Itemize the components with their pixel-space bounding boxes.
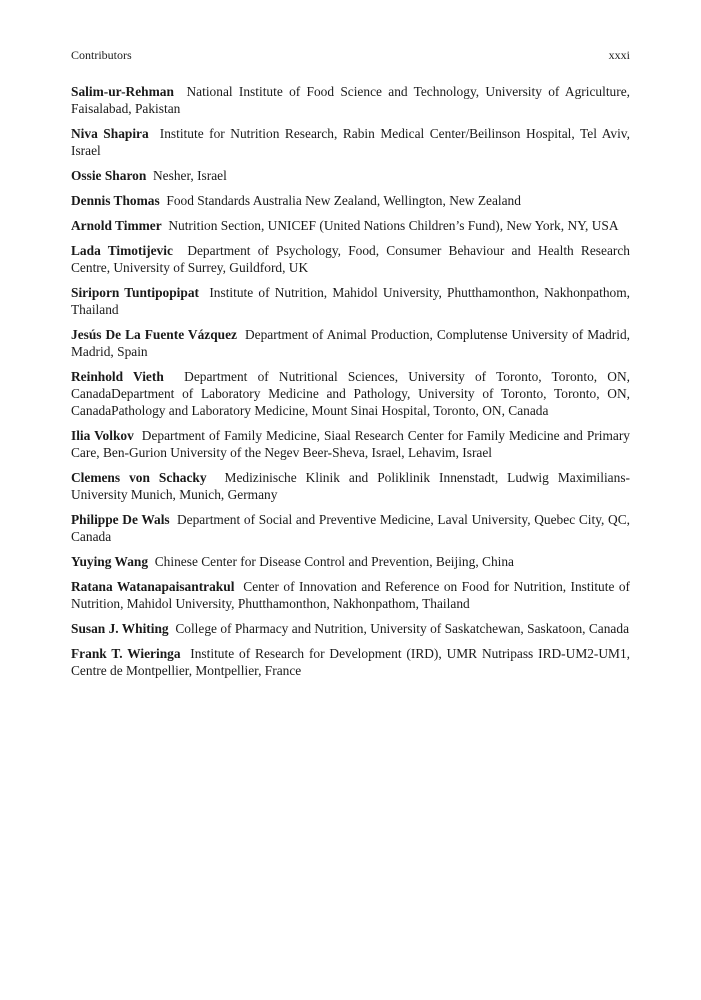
contributor-entry (71, 620, 630, 637)
contributor-entry (71, 284, 630, 318)
contributor-affiliation: Food Standards Australia New Zealand, Wellington, New Zealand (166, 193, 521, 208)
contributor-name: Philippe De Wals (71, 512, 170, 527)
contributor-entry (71, 553, 630, 570)
contributor-affiliation: Department of Social and Preventive Medicine, Laval University, Quebec City, QC, Canada (71, 512, 630, 544)
contributor-entry (71, 427, 630, 461)
contributor-entry (71, 217, 630, 234)
contributor-affiliation: Center of Innovation and Reference on Food for Nutrition, Institute of Nutrition, Mahidol University, Phutthamonthon, Nakhonpathom, Thailand (71, 579, 630, 611)
contributor-entry (71, 326, 630, 360)
contributor-name: Ossie Sharon (71, 168, 147, 183)
contributor-affiliation: Institute for Nutrition Research, Rabin Medical Center/Beilinson Hospital, Tel Aviv, Israel (71, 126, 630, 158)
section-title: Contributors (71, 48, 132, 62)
contributor-name: Ilia Volkov (71, 428, 134, 443)
contributor-name: Ratana Watanapaisantrakul (71, 579, 235, 594)
contributor-name: Yuying Wang (71, 554, 149, 569)
contributor-affiliation: Medizinische Klinik and Poliklinik Innenstadt, Ludwig Maximilians-University Munich, Munich, Germany (71, 470, 630, 502)
page-number: xxxi (608, 48, 630, 62)
contributor-name: Clemens von Schacky (71, 470, 207, 485)
contributor-entry (71, 192, 630, 209)
contributor-affiliation: Institute of Nutrition, Mahidol University, Phutthamonthon, Nakhonpathom, Thailand (71, 285, 630, 317)
contributor-entry (71, 368, 630, 419)
contributor-affiliation: Nutrition Section, UNICEF (United Nations Children’s Fund), New York, NY, USA (168, 218, 619, 233)
contributor-entry (71, 83, 630, 117)
contributor-entry (71, 578, 630, 612)
contributor-name: Lada Timotijevic (71, 243, 173, 258)
contributor-name: Dennis Thomas (71, 193, 160, 208)
contributor-name: Susan J. Whiting (71, 621, 169, 636)
contributor-name: Niva Shapira (71, 126, 149, 141)
contributor-entry (71, 167, 630, 184)
contributor-affiliation: Department of Nutritional Sciences, University of Toronto, Toronto, ON, CanadaDepartment of Laboratory Medicine and Pathology, University of Toronto, Toronto, ON, CanadaPathology and Laboratory Medicine, Mount Sinai Hospital, Toronto, ON, Canada (71, 369, 630, 418)
contributor-affiliation: Chinese Center for Disease Control and Prevention, Beijing, China (154, 554, 514, 569)
contributor-entry (71, 125, 630, 159)
contributor-name: Siriporn Tuntipopipat (71, 285, 199, 300)
contributor-affiliation: Department of Animal Production, Complutense University of Madrid, Madrid, Spain (71, 327, 630, 359)
contributor-affiliation: National Institute of Food Science and Technology, University of Agriculture, Faisalabad, Pakistan (71, 84, 630, 116)
contributor-name: Salim-ur-Rehman (71, 84, 174, 99)
contributor-affiliation: Department of Psychology, Food, Consumer Behaviour and Health Research Centre, University of Surrey, Guildford, UK (71, 243, 630, 275)
contributor-entry (71, 242, 630, 276)
contributor-name: Arnold Timmer (71, 218, 162, 233)
contributor-affiliation: Department of Family Medicine, Siaal Research Center for Family Medicine and Primary Care, Ben-Gurion University of the Negev Beer-Sheva, Israel, Lehavim, Israel (71, 428, 630, 460)
contributor-name: Jesús De La Fuente Vázquez (71, 327, 237, 342)
contributor-entry (71, 645, 630, 679)
contributor-list (71, 83, 630, 687)
contributor-affiliation: College of Pharmacy and Nutrition, University of Saskatchewan, Saskatoon, Canada (175, 621, 630, 636)
contributor-entry (71, 511, 630, 545)
contributor-entry (71, 469, 630, 503)
contributor-name: Reinhold Vieth (71, 369, 164, 384)
book-page (71, 0, 630, 1000)
contributor-affiliation: Institute of Research for Development (IRD), UMR Nutripass IRD-UM2-UM1, Centre de Montpellier, Montpellier, France (71, 646, 630, 678)
contributor-name: Frank T. Wieringa (71, 646, 181, 661)
contributor-affiliation: Nesher, Israel (153, 168, 227, 183)
